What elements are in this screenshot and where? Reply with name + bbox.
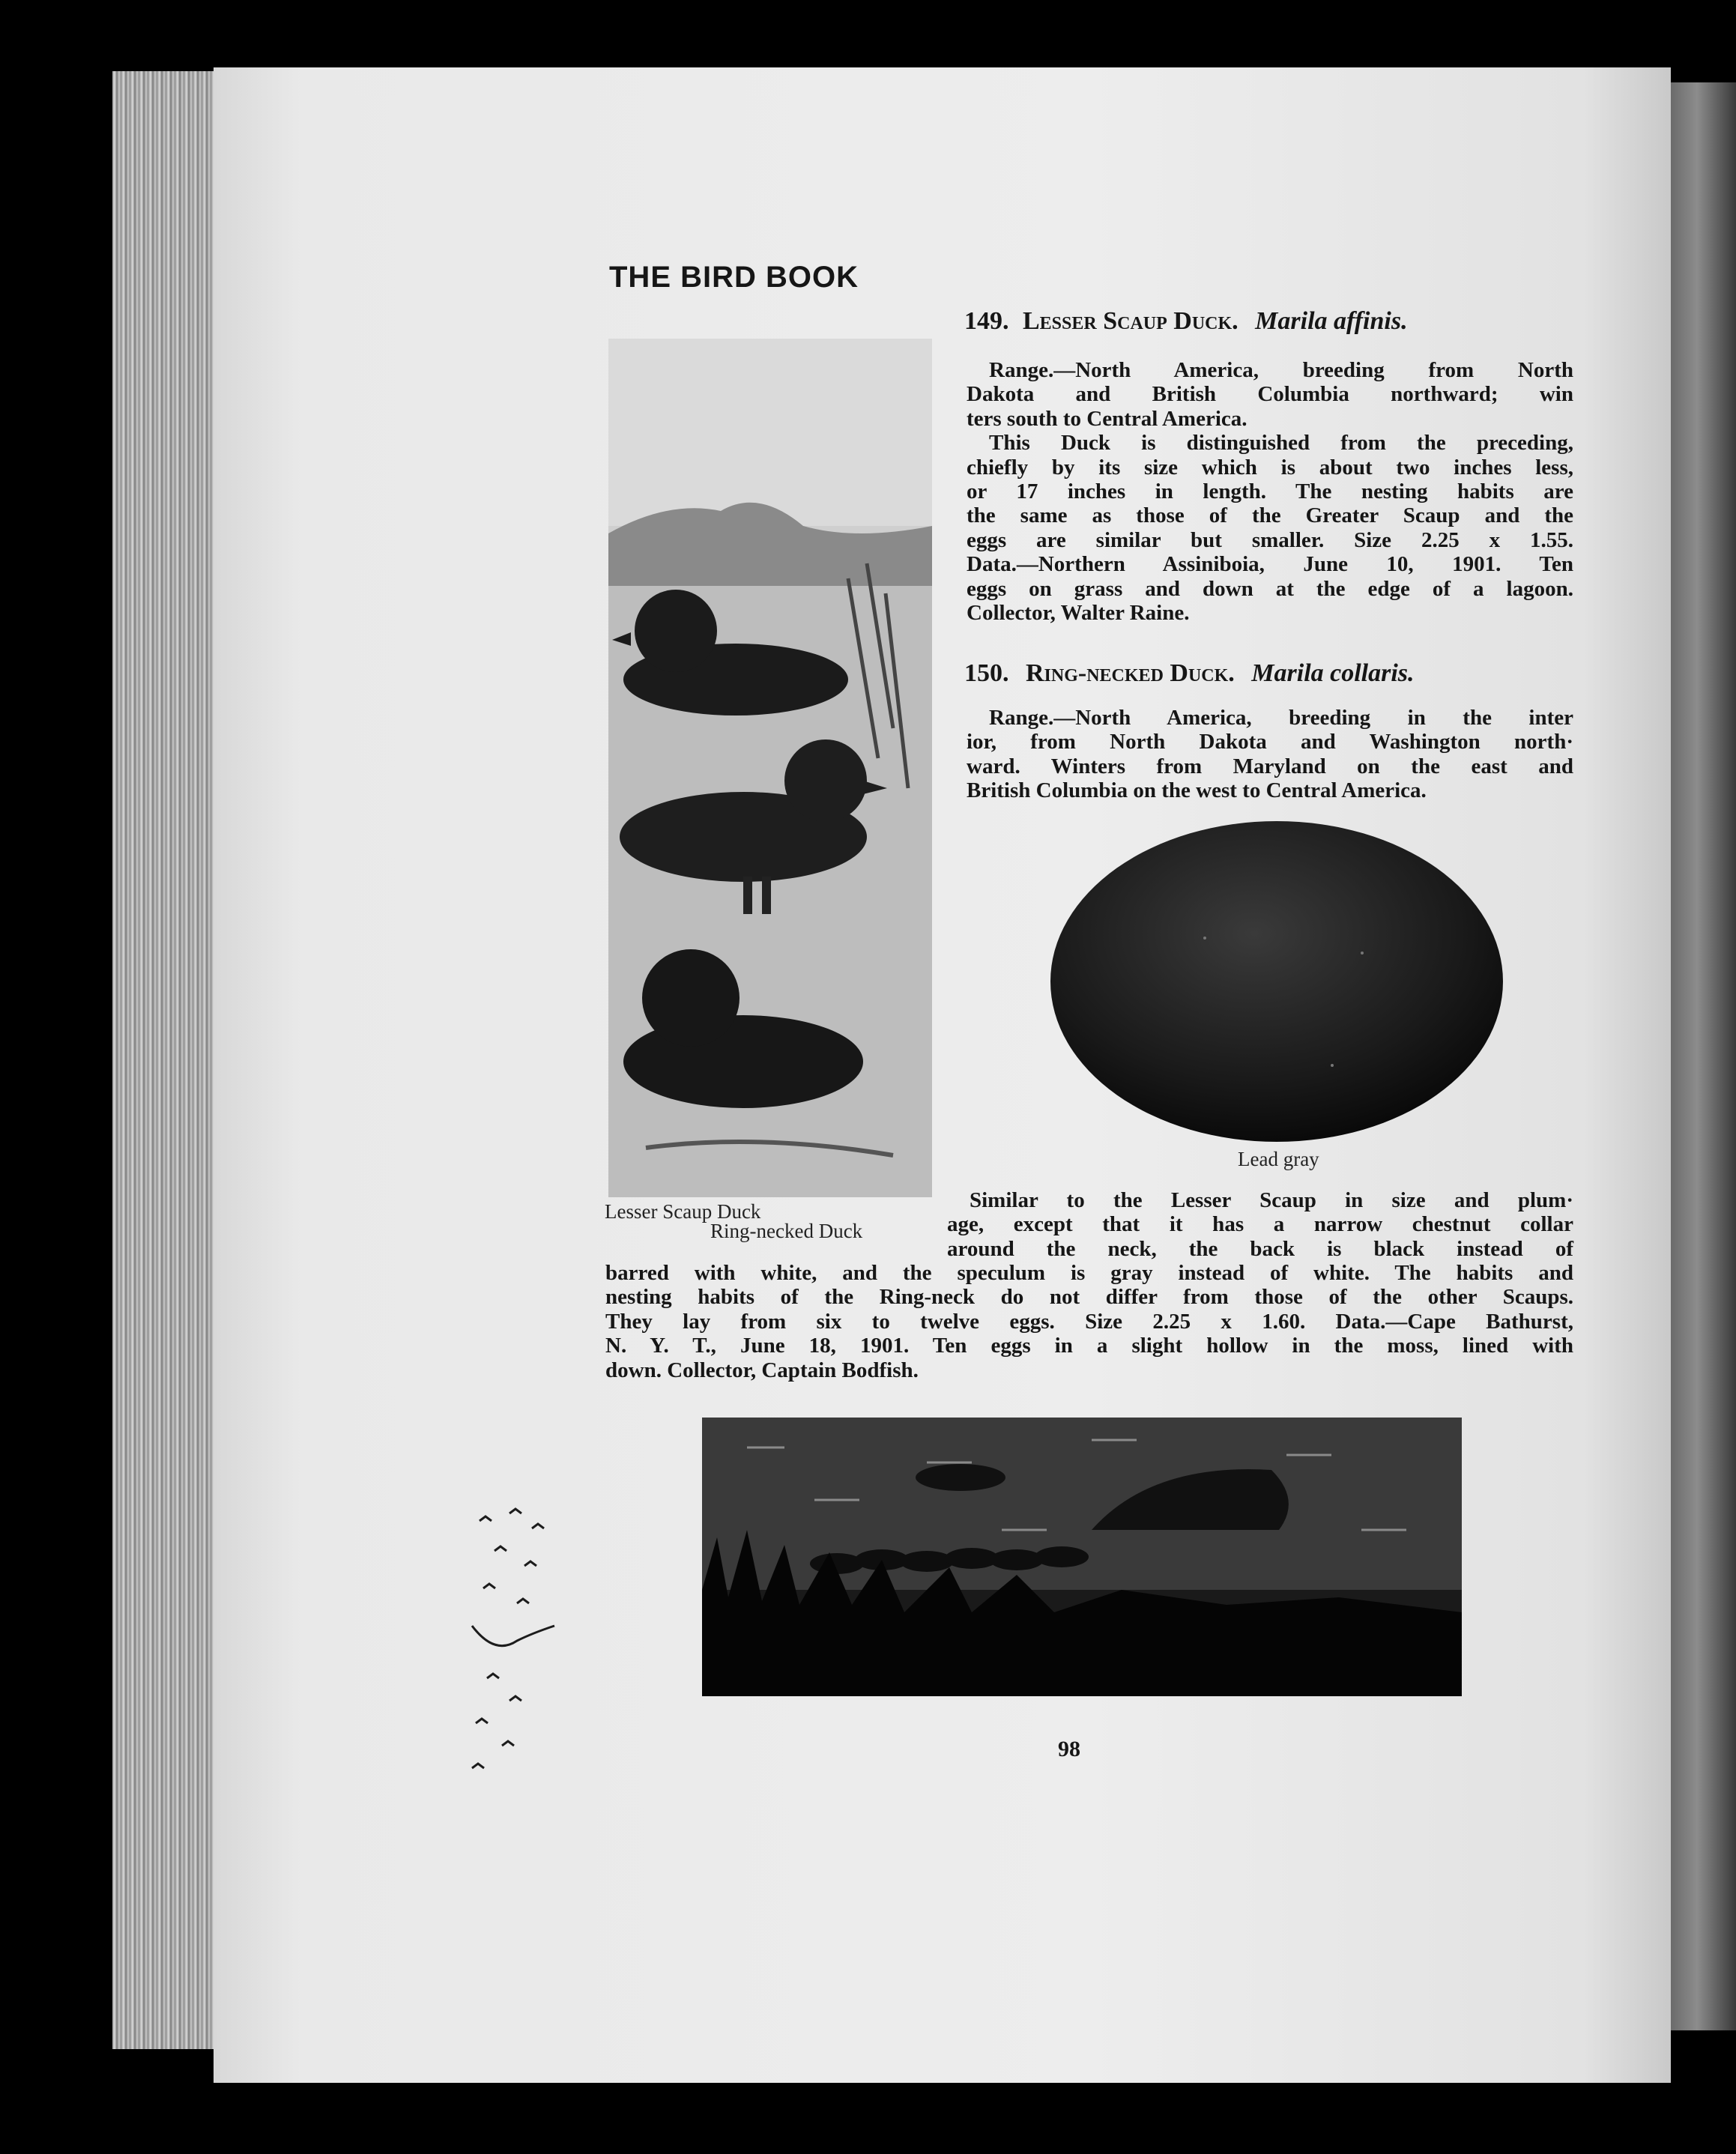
entry-150-continuation-full	[605, 1261, 1573, 1382]
entry-149-line: or 17 inches in length. The nesting habits are	[967, 479, 1573, 504]
entry-149-line: This Duck is distinguished from the preceding,	[989, 431, 1573, 456]
entry-150-continuation-line: down. Collector, Captain Bodfish.	[605, 1358, 919, 1382]
entry-150-scientific-name: Marila collaris.	[1251, 659, 1415, 687]
entry-150-common-name: Ring-necked Duck.	[1026, 659, 1235, 687]
entry-149-line: Range.—North America, breeding from North	[989, 358, 1573, 382]
entry-150-continuation-line: N. Y. T., June 18, 1901. Ten eggs in a slight hollow in the moss, lined with	[605, 1334, 1573, 1358]
book-page-edges	[112, 71, 217, 2049]
entry-150-number: 150.	[964, 659, 1009, 687]
plate-caption-lesser-scaup: Lesser Scaup Duck	[605, 1200, 761, 1223]
plate-caption-ring-necked: Ring-necked Duck	[710, 1220, 863, 1242]
entry-149-line: ters south to Central America.	[967, 406, 1247, 431]
entry-150-continuation-line: barred with white, and the speculum is gray instead of white. The habits and	[605, 1261, 1573, 1285]
running-header: THE BIRD BOOK	[609, 261, 859, 294]
entry-149-body	[967, 358, 1573, 625]
entry-150-line: British Columbia on the west to Central America.	[967, 778, 1427, 803]
entry-149-number: 149.	[964, 307, 1009, 335]
entry-149-common-name: Lesser Scaup Duck.	[1023, 307, 1239, 335]
flock-of-birds-ornament	[457, 1498, 569, 1783]
entry-150-continuation-line: around the neck, the back is black instead of	[947, 1236, 1573, 1261]
entry-149-line: eggs are similar but smaller. Size 2.25 x 1.55.	[967, 527, 1573, 552]
entry-150-body	[967, 706, 1573, 803]
entry-149-line: the same as those of the Greater Scaup and the	[967, 503, 1573, 528]
entry-150-line: ior, from North Dakota and Washington north·	[967, 730, 1573, 754]
entry-149-line: Dakota and British Columbia northward; win	[967, 382, 1573, 407]
egg-illustration	[1047, 818, 1506, 1148]
entry-150-continuation-line: nesting habits of the Ring-neck do not differ from those of the other Scaups.	[605, 1285, 1573, 1310]
entry-150-continuation-indented	[947, 1188, 1573, 1261]
entry-150-title	[964, 659, 1415, 688]
entry-149-scientific-name: Marila affinis.	[1255, 307, 1408, 335]
entry-149-line: chiefly by its size which is about two inches less,	[967, 455, 1573, 479]
entry-149-title	[964, 307, 1408, 336]
entry-149-line: Collector, Walter Raine.	[967, 601, 1190, 626]
entry-150-continuation-line: age, except that it has a narrow chestnut collar	[947, 1212, 1573, 1237]
book-right-edge	[1671, 82, 1736, 2030]
entry-149-line: Data.—Northern Assiniboia, June 10, 1901. Ten	[967, 552, 1573, 577]
egg-caption: Lead gray	[1238, 1148, 1319, 1170]
lake-scene-illustration	[702, 1418, 1462, 1696]
entry-149-line: eggs on grass and down at the edge of a lagoon.	[967, 576, 1573, 601]
entry-150-line: ward. Winters from Maryland on the east and	[967, 754, 1573, 778]
entry-150-line: Range.—North America, breeding in the inter	[989, 706, 1573, 730]
page-number: 98	[1058, 1737, 1080, 1761]
entry-150-continuation-line: Similar to the Lesser Scaup in size and plum·	[970, 1188, 1573, 1212]
entry-150-continuation-line: They lay from six to twelve eggs. Size 2.25 x 1.60. Data.—Cape Bathurst,	[605, 1309, 1573, 1334]
ducks-plate-illustration	[608, 339, 932, 1197]
